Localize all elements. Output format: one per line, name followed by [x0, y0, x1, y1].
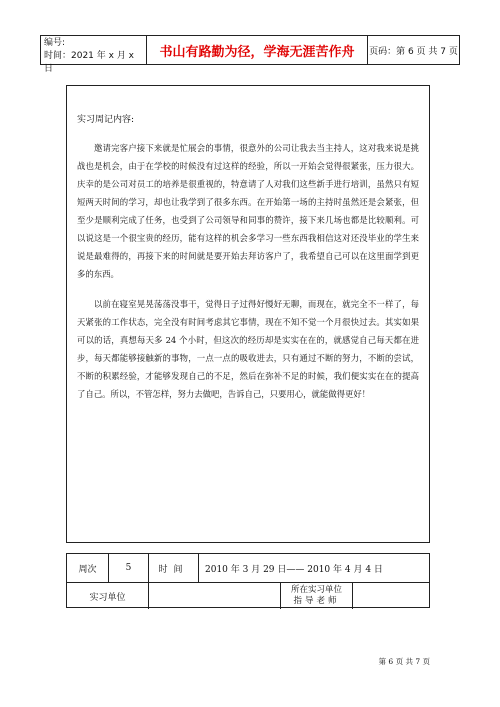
time-value: 2010 年 3 月 29 日—— 2010 年 4 月 4 日 [205, 564, 383, 575]
footer-page-info: 第 6 页 共 7 页 [378, 657, 430, 666]
unit-value [149, 583, 281, 609]
details-row-unit [67, 583, 429, 609]
week-label: 周次 [67, 554, 109, 582]
page-header [40, 35, 460, 74]
supervisor-label-line1: 所在实习单位 [290, 585, 342, 595]
details-table [66, 553, 430, 608]
supervisor-label [281, 583, 353, 609]
journal-paragraph: 以前在寝室晃晃荡荡没事干，觉得日子过得好慢好无聊，而现在，就完全不一样了，每天紧张的工作状态，完全没有时间考虑其它事情，现在不知不觉一个月很快过去。其实如果可以的话，真想每天多 24 个小时，但这次的经历却是实实在在的，就感觉自己每天都在进步，每天都能够接触新的事物，一点一点的吸收进去，只有通过不断的努力，不断的尝试，不断的积累经验，才能够发现自己的不足，然后在弥补不足的时候，我们便实实在在的提高了自己。所以，不管怎样，努力去做吧，告诉自己，只要用心，就能做得更好！ [77, 299, 419, 399]
number-label: 编号: [44, 38, 66, 48]
date-line: 时间：2021 年 x 月 x 日 [44, 51, 135, 74]
motto: 书山有路勤为径，学海无涯苦作舟 [147, 36, 368, 64]
time-label: 时间 [149, 554, 199, 582]
journal-paragraph: 邀请完客户接下来就是忙展会的事情，很意外的公司让我去当主持人，这对我来说是挑战也是机会，由于在学校的时候没有过这样的经验，所以一开始会觉得很紧张，压力很大。庆幸的是公司对员工的培养是很重视的，特意请了人对我们这些新手进行培训，虽然只有短短两天时间的学习，却也让我学到了很多东西。在开始第一场的主持时虽然还是会紧张，但至少是顺利完成了任务，也受到了公司领导和同事的赞许，接下来几场也都是比较顺利。可以说这是一个很宝贵的经历，能有这样的机会多学习一些东西我相信这对还没毕业的学生来说是最难得的，再接下来的时间就是要开始去拜访客户了，我希望自己可以在这里面学到更多的东西。 [77, 143, 419, 279]
header-page-info: 页码：第 6 页 共 7 页 [369, 46, 458, 57]
journal-content-box [66, 85, 430, 543]
week-value: 5 [109, 554, 149, 582]
supervisor-value [353, 583, 429, 609]
unit-label: 实习单位 [67, 583, 149, 609]
section-title: 实习周记内容: [77, 115, 135, 125]
details-row-week [67, 554, 429, 583]
header-meta [41, 36, 147, 74]
supervisor-label-line2: 指导老师 [293, 596, 340, 606]
